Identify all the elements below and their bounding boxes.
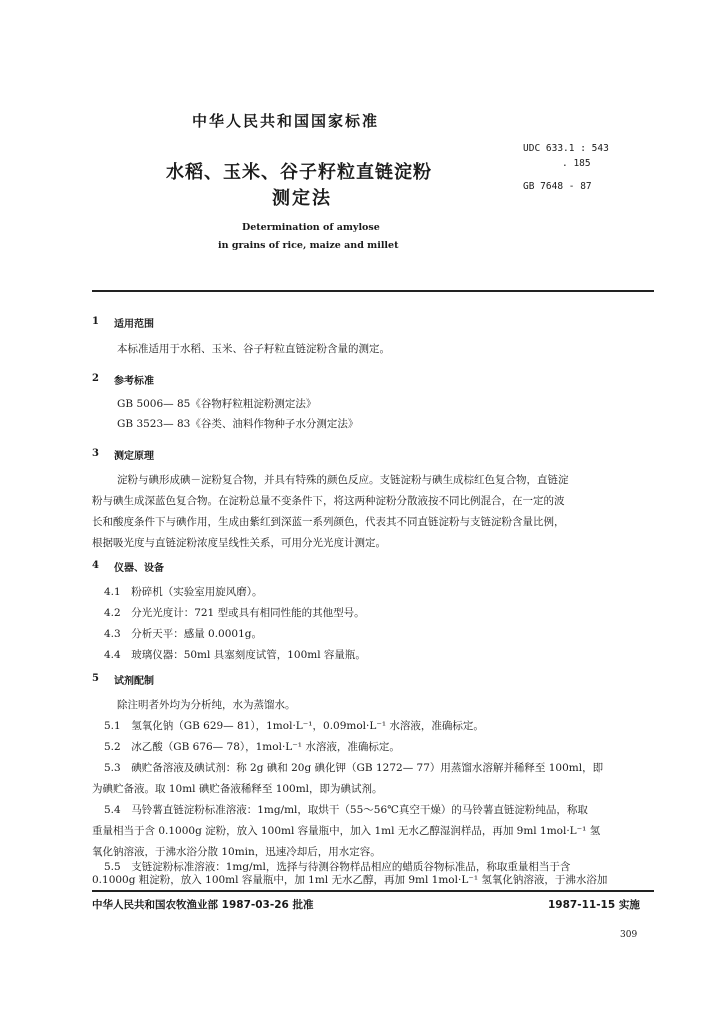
reagent-item: 5.1 氢氧化钠（GB 629— 81），1mol·L⁻¹，0.09mol·L⁻¹ 水溶液，准确标定。 <box>104 720 484 732</box>
section-title: 试剂配制 <box>114 676 154 687</box>
reagent-item-continuation: 0.1000g 粗淀粉，放入 100ml 容量瓶中，加 1ml 无水乙醇，再加 9ml 1mol·L⁻¹ 氢氧化钠溶液，于沸水浴加 <box>92 874 608 886</box>
section-title: 适用范围 <box>114 319 154 330</box>
section-text: 本标准适用于水稻、玉米、谷子籽粒直链淀粉含量的测定。 <box>117 343 390 355</box>
paragraph-line: 淀粉与碘形成碘－淀粉复合物，并具有特殊的颜色反应。支链淀粉与碘生成棕红色复合物，直链淀 <box>117 474 569 486</box>
document-title-line1: 水稻、玉米、谷子籽粒直链淀粉 <box>166 162 432 183</box>
equipment-item: 4.4 玻璃仪器：50ml 具塞刻度试管，100ml 容量瓶。 <box>104 649 366 661</box>
reagent-item: 5.4 马铃薯直链淀粉标准溶液：1mg/ml，取烘干（55～56℃真空干燥）的马铃薯直链淀粉纯品，称取 <box>104 804 588 816</box>
standard-header: 中华人民共和国国家标准 <box>192 112 380 130</box>
section-title: 参考标准 <box>114 376 154 387</box>
section-number: 4 <box>92 560 99 571</box>
section-title: 测定原理 <box>114 451 154 462</box>
document-title-line2: 测定法 <box>272 188 332 209</box>
approval-line: 中华人民共和国农牧渔业部 1987-03-26 批准 <box>92 899 314 911</box>
header-divider <box>92 290 654 292</box>
equipment-item: 4.1 粉碎机（实验室用旋风磨）。 <box>104 586 263 598</box>
paragraph-line: 粉与碘生成深蓝色复合物。在淀粉总量不变条件下，将这两种淀粉分散液按不同比例混合，在一定的波 <box>92 495 565 507</box>
section-title: 仪器、设备 <box>114 563 164 574</box>
footer-divider <box>92 890 654 892</box>
section-number: 3 <box>92 448 99 459</box>
reagent-item: 5.5 支链淀粉标准溶液：1mg/ml，选择与待测谷物样品相应的蜡质谷物标准品，称取重量相当于含 <box>104 861 571 873</box>
reagent-item-continuation: 为碘贮备液。取 10ml 碘贮备液稀释至 100ml，即为碘试剂。 <box>92 783 383 795</box>
reference-item: GB 5006— 85《谷物籽粒粗淀粉测定法》 <box>117 398 317 410</box>
paragraph-line: 长和酸度条件下与碘作用，生成由紫红到深蓝一系列颜色，代表其不同直链淀粉与支链淀粉含量比例， <box>92 516 565 528</box>
page-number: 309 <box>620 930 638 940</box>
reference-item: GB 3523— 83《谷类、油料作物种子水分测定法》 <box>117 418 359 430</box>
section-number: 2 <box>92 373 99 384</box>
section-number: 1 <box>92 316 99 327</box>
equipment-item: 4.2 分光光度计：721 型或具有相同性能的其他型号。 <box>104 607 365 619</box>
english-title-line2: in grains of rice, maize and millet <box>218 240 399 251</box>
reagent-item: 5.2 冰乙酸（GB 676— 78），1mol·L⁻¹ 水溶液，准确标定。 <box>104 741 400 753</box>
section-intro: 除注明者外均为分析纯，水为蒸馏水。 <box>117 699 296 711</box>
reagent-item: 5.3 碘贮备溶液及碘试剂：称 2g 碘和 20g 碘化钾（GB 1272— 77）用蒸馏水溶解并稀释至 100ml，即 <box>104 762 604 774</box>
implementation-date: 1987-11-15 实施 <box>548 899 640 911</box>
udc-code-line2: . 185 <box>562 158 591 169</box>
paragraph-line: 根据吸光度与直链淀粉浓度呈线性关系，可用分光光度计测定。 <box>92 537 386 549</box>
reagent-item-continuation: 氧化钠溶液，于沸水浴分散 10min，迅速冷却后，用水定容。 <box>92 846 381 858</box>
section-number: 5 <box>92 673 99 684</box>
reagent-item-continuation: 重量相当于含 0.1000g 淀粉，放入 100ml 容量瓶中，加入 1ml 无水乙醇湿润样品，再加 9ml 1mol·L⁻¹ 氢 <box>92 825 601 837</box>
english-title-line1: Determination of amylose <box>242 222 380 233</box>
equipment-item: 4.3 分析天平：感量 0.0001g。 <box>104 628 262 640</box>
udc-code-line1: UDC 633.1 : 543 <box>523 143 609 154</box>
gb-number: GB 7648 - 87 <box>523 181 592 192</box>
